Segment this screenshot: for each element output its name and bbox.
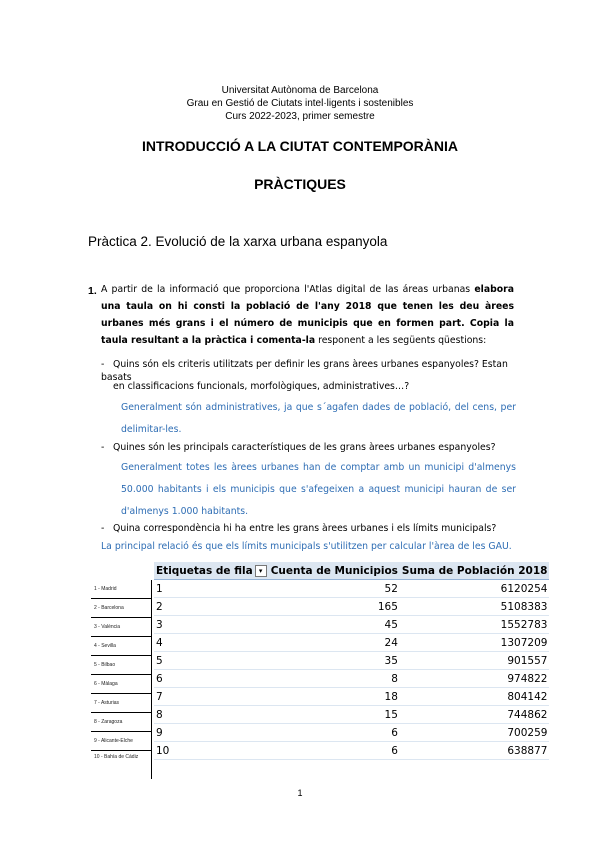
header-row-labels[interactable]	[154, 562, 269, 580]
area-name: 8 - Zaragoza	[91, 713, 151, 732]
row-label: 5	[154, 652, 269, 670]
area-name: 4 - Sevilla	[91, 637, 151, 656]
row-label: 1	[154, 580, 269, 598]
table-row	[154, 634, 549, 652]
row-label: 3	[154, 616, 269, 634]
table-row	[154, 724, 549, 742]
area-name: 5 - Bilbao	[91, 656, 151, 675]
municipalities-count: 8	[269, 670, 400, 688]
dash: -	[101, 523, 105, 534]
header-degree: Grau en Gestió de Ciutats intel·ligents i sostenibles	[186, 98, 414, 109]
pivot-table	[154, 562, 549, 760]
municipalities-count: 35	[269, 652, 400, 670]
area-name-list	[91, 580, 152, 779]
municipalities-count: 6	[269, 742, 400, 760]
subquestion-2-line1: Quines són les principals característiques de les grans àrees urbanes espanyoles?	[113, 442, 496, 453]
question-text	[101, 281, 514, 349]
population-sum: 1307209	[400, 634, 550, 652]
pivot-header-row	[154, 562, 549, 580]
subquestion-1-line1: Quins són els criteris utilitzats per definir les grans àrees urbanes espanyoles? Estan basats	[101, 359, 508, 383]
row-label: 9	[154, 724, 269, 742]
area-name: 7 - Asturias	[91, 694, 151, 713]
population-sum: 5108383	[400, 598, 550, 616]
population-sum: 901557	[400, 652, 550, 670]
subquestion-2	[101, 441, 521, 454]
page-subtitle: PRÀCTIQUES	[254, 176, 346, 192]
municipalities-count: 24	[269, 634, 400, 652]
question-text-part2: responent a les següents qüestions:	[315, 335, 487, 346]
municipalities-count: 52	[269, 580, 400, 598]
population-sum: 974822	[400, 670, 550, 688]
municipalities-count: 18	[269, 688, 400, 706]
row-label: 4	[154, 634, 269, 652]
answer-3: La principal relació és que els límits municipals s'utilitzen per calcular l'àrea de les GAU.	[101, 541, 512, 552]
subquestion-3	[101, 522, 521, 535]
section-heading: Pràctica 2. Evolució de la xarxa urbana espanyola	[88, 234, 388, 249]
row-label: 2	[154, 598, 269, 616]
answer-1: Generalment són administratives, ja que s´agafen dades de població, del cens, per delimitar-les.	[121, 402, 516, 435]
population-sum: 744862	[400, 706, 550, 724]
header-count-municipalities: Cuenta de Municipios	[269, 562, 400, 580]
row-label: 8	[154, 706, 269, 724]
header-sum-population: Suma de Población 2018	[400, 562, 550, 580]
area-name: 9 - Alicante-Elche	[91, 732, 151, 751]
row-label: 7	[154, 688, 269, 706]
municipalities-count: 45	[269, 616, 400, 634]
page-number: 1	[297, 788, 303, 798]
table-row	[154, 580, 549, 598]
row-label: 10	[154, 742, 269, 760]
area-name: 2 - Barcelona	[91, 599, 151, 618]
population-sum: 700259	[400, 724, 550, 742]
area-name: 6 - Màlaga	[91, 675, 151, 694]
area-name: 3 - València	[91, 618, 151, 637]
filter-dropdown-icon[interactable]: ▾	[255, 565, 267, 577]
table-row	[154, 670, 549, 688]
subquestion-3-line1: Quina correspondència hi ha entre les grans àrees urbanes i els límits municipals?	[113, 523, 497, 534]
table-row	[154, 616, 549, 634]
answer-2: Generalment totes les àrees urbanes han de comptar amb un municipi d'almenys 50.000 habitants i els municipis que s'afegeixen a aquest municipi hauran de ser d'almenys 1.000 habitants.	[121, 462, 516, 517]
dash: -	[101, 359, 105, 370]
table-row	[154, 598, 549, 616]
header-row-labels-text: Etiquetas de fila	[156, 564, 253, 577]
question-text-bold: elabora una taula on hi consti la població de l'any 2018 que tenen les deu àrees urbanes més grans i el número de municipis que en formen part. Copia la taula resultant a la pràctica i comenta-la	[101, 284, 514, 346]
table-row	[154, 742, 549, 760]
row-label: 6	[154, 670, 269, 688]
population-sum: 6120254	[400, 580, 550, 598]
page-title: INTRODUCCIÓ A LA CIUTAT CONTEMPORÀNIA	[141, 138, 458, 154]
population-sum: 638877	[400, 742, 550, 760]
header-course: Curs 2022-2023, primer semestre	[225, 111, 375, 122]
population-sum: 804142	[400, 688, 550, 706]
municipalities-count: 6	[269, 724, 400, 742]
area-name: 10 - Bahía de Cádiz	[94, 754, 139, 760]
area-name: 1 - Madrid	[91, 580, 151, 599]
table-row	[154, 652, 549, 670]
table-row	[154, 706, 549, 724]
subquestion-1-line2: en classificacions funcionals, morfològiques, administratives…?	[113, 381, 410, 392]
header-university: Universitat Autònoma de Barcelona	[221, 85, 379, 96]
table-row	[154, 688, 549, 706]
dash: -	[101, 442, 105, 453]
question-number: 1.	[88, 285, 97, 297]
municipalities-count: 165	[269, 598, 400, 616]
municipalities-count: 15	[269, 706, 400, 724]
population-sum: 1552783	[400, 616, 550, 634]
question-text-part1: A partir de la informació que proporciona l'Atlas digital de las áreas urbanas	[101, 284, 475, 295]
